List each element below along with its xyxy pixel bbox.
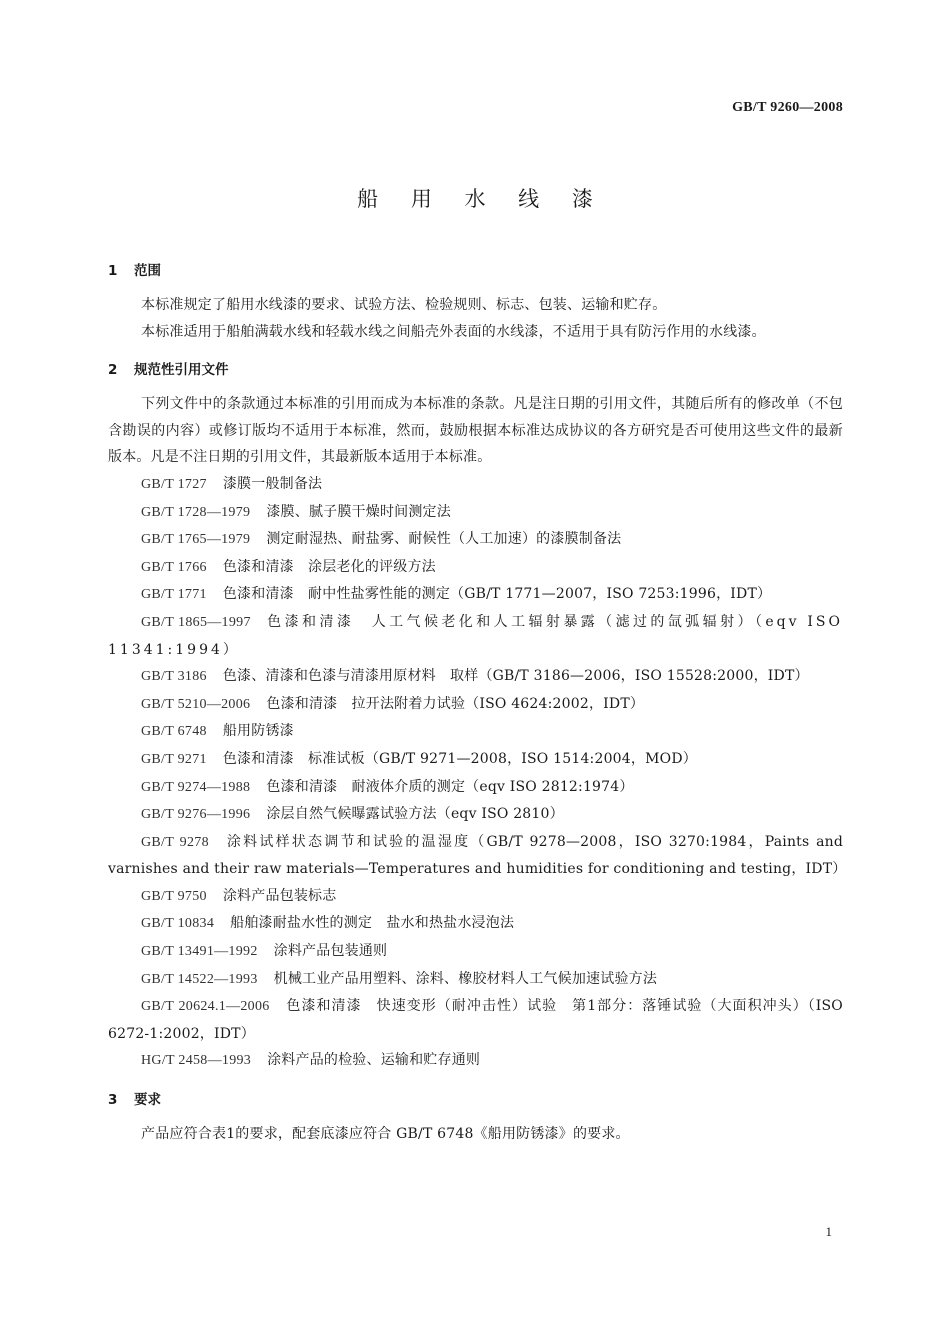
reference-item [108, 691, 843, 719]
reference-title: 色漆和清漆 耐中性盐雾性能的测定（GB/T 1771—2007，ISO 7253:1996，IDT） [222, 586, 772, 603]
reference-item [108, 966, 843, 994]
reference-code: GB/T 14522—1993 [141, 971, 258, 987]
section-heading [108, 1087, 843, 1113]
reference-item [108, 801, 843, 829]
reference-title: 色漆和清漆 标准试板（GB/T 9271—2008，ISO 1514:2004，MOD） [222, 750, 697, 767]
reference-code: GB/T 1771 [141, 587, 207, 603]
reference-code: GB/T 13491—1992 [141, 944, 258, 960]
reference-title: 船舶漆耐盐水性的测定 盐水和热盐水浸泡法 [230, 915, 515, 932]
reference-title: 色漆和清漆 涂层老化的评级方法 [222, 558, 436, 575]
section-heading [108, 258, 843, 284]
paragraph: 产品应符合表1的要求，配套底漆应符合 GB/T 6748《船用防锈漆》的要求。 [141, 1126, 630, 1143]
section-title: 规范性引用文件 [134, 362, 229, 379]
reference-code: GB/T 1766 [141, 559, 207, 575]
reference-title: 测定耐湿热、耐盐雾、耐候性（人工加速）的漆膜制备法 [266, 531, 622, 548]
section-number: 3 [108, 1092, 118, 1109]
reference-code: GB/T 1765—1979 [141, 532, 251, 548]
reference-title: 色漆和清漆 拉开法附着力试验（ISO 4624:2002，IDT） [266, 695, 645, 712]
reference-title: 色漆和清漆 人工气候老化和人工辐射暴露（滤过的氙弧辐射）（eqv ISO 11341:1994） [108, 613, 843, 658]
section-heading [108, 357, 843, 383]
document-title: 船 用 水 线 漆 [357, 187, 606, 211]
reference-item [108, 774, 843, 802]
reference-code: GB/T 9276—1996 [141, 807, 251, 823]
reference-item [108, 581, 843, 609]
reference-item [108, 471, 843, 499]
reference-item [108, 663, 843, 691]
section-number: 2 [108, 362, 118, 379]
reference-code: HG/T 2458—1993 [141, 1053, 252, 1069]
reference-title: 机械工业产品用塑料、涂料、橡胶材料人工气候加速试验方法 [273, 970, 658, 987]
reference-code: GB/T 1865—1997 [141, 614, 251, 630]
reference-code: GB/T 9750 [141, 888, 207, 904]
reference-item [108, 554, 843, 582]
section-title: 范围 [134, 263, 161, 279]
reference-title: 色漆和清漆 快速变形（耐冲击性）试验 第1部分：落锤试验（大面积冲头）（ISO 6272-1:2002，IDT） [108, 998, 843, 1042]
reference-item [108, 609, 843, 663]
reference-title: 漆膜、腻子膜干燥时间测定法 [266, 503, 451, 520]
reference-title: 涂料试样状态调节和试验的温湿度（GB/T 9278—2008，ISO 3270:1984，Paints and varnishes and their raw materials—Temperatures and humidities for conditioning and testing，IDT） [108, 833, 847, 878]
reference-title: 涂层自然气候曝露试验方法（eqv ISO 2810） [266, 806, 564, 823]
reference-code: GB/T 20624.1—2006 [141, 999, 270, 1015]
page-number: 1 [825, 1224, 832, 1239]
section-scope [108, 258, 843, 345]
reference-item [108, 938, 843, 966]
reference-item [108, 718, 843, 746]
reference-code: GB/T 1727 [141, 476, 207, 492]
reference-title: 色漆和清漆 耐液体介质的测定（eqv ISO 2812:1974） [266, 778, 634, 795]
reference-code: GB/T 10834 [141, 916, 215, 932]
document-body [108, 258, 847, 1148]
section-title: 要求 [134, 1092, 161, 1109]
reference-item [108, 746, 843, 774]
reference-code: GB/T 6748 [141, 724, 207, 740]
reference-item [108, 526, 843, 554]
paragraph: 下列文件中的条款通过本标准的引用而成为本标准的条款。凡是注日期的引用文件，其随后所有的修改单（不包含勘误的内容）或修订版均不适用于本标准，然而，鼓励根据本标准达成协议的各方研究是否可使用这些文件的最新版本。凡是不注日期的引用文件，其最新版本适用于本标准。 [108, 396, 843, 466]
reference-item [108, 910, 843, 938]
section-normative-references [108, 357, 847, 1075]
reference-title: 涂料产品的检验、运输和贮存通则 [267, 1052, 481, 1069]
paragraph: 本标准规定了船用水线漆的要求、试验方法、检验规则、标志、包装、运输和贮存。 [141, 297, 667, 313]
section-number: 1 [108, 263, 118, 279]
reference-code: GB/T 9274—1988 [141, 779, 251, 795]
paragraph: 本标准适用于船舶满载水线和轻载水线之间船壳外表面的水线漆，不适用于具有防污作用的水线漆。 [141, 323, 766, 340]
section-requirements [108, 1087, 843, 1148]
reference-title: 色漆、清漆和色漆与清漆用原材料 取样（GB/T 3186—2006，ISO 15528:2000，IDT） [222, 668, 809, 685]
reference-title: 涂料产品包装通则 [273, 943, 388, 960]
reference-code: GB/T 9278 [141, 834, 209, 850]
reference-item [108, 1047, 843, 1075]
reference-code: GB/T 3186 [141, 669, 207, 685]
reference-code: GB/T 9271 [141, 751, 207, 767]
reference-code: GB/T 1728—1979 [141, 504, 251, 520]
reference-title: 涂料产品包装标志 [222, 887, 337, 904]
reference-item [108, 883, 843, 911]
reference-code: GB/T 5210—2006 [141, 696, 251, 712]
standard-code: GB/T 9260—2008 [732, 100, 843, 115]
reference-item [108, 993, 843, 1047]
reference-item [108, 829, 847, 883]
reference-item [108, 499, 843, 527]
reference-title: 漆膜一般制备法 [222, 475, 323, 492]
reference-title: 船用防锈漆 [222, 723, 294, 740]
